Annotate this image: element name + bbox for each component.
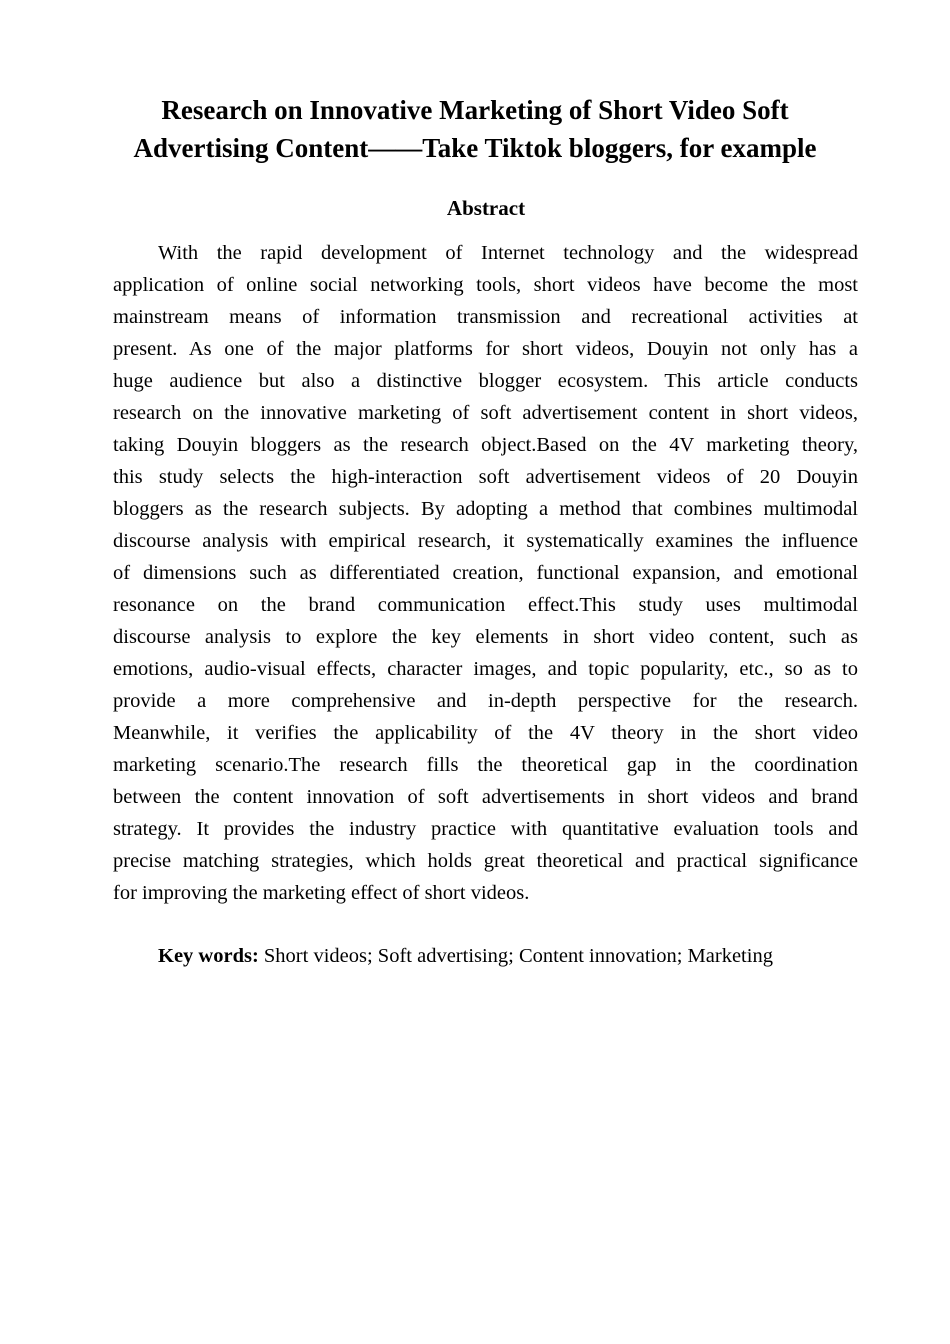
keywords-value: Short videos; Soft advertising; Content innovation; Marketing — [258, 945, 773, 967]
abstract-body — [113, 237, 858, 909]
abstract-line: discourse analysis with empirical research, it systematically examines the influence — [113, 530, 858, 552]
abstract-line: application of online social networking tools, short videos have become the most — [113, 274, 858, 296]
abstract-line: With the rapid development of Internet technology and the widespread — [158, 242, 858, 264]
abstract-line: research on the innovative marketing of soft advertisement content in short videos, — [113, 402, 858, 424]
abstract-line: discourse analysis to explore the key elements in short video content, such as — [113, 626, 858, 648]
abstract-heading: Abstract — [446, 196, 526, 220]
abstract-line: taking Douyin bloggers as the research object.Based on the 4V marketing theory, — [113, 434, 858, 456]
abstract-line: huge audience but also a distinctive blogger ecosystem. This article conducts — [113, 370, 858, 392]
abstract-line: Meanwhile, it verifies the applicability of the 4V theory in the short video — [113, 722, 858, 744]
abstract-line: bloggers as the research subjects. By adopting a method that combines multimodal — [113, 498, 858, 520]
abstract-line: between the content innovation of soft advertisements in short videos and brand — [113, 786, 858, 808]
abstract-line: resonance on the brand communication effect.This study uses multimodal — [113, 594, 858, 616]
abstract-line: precise matching strategies, which holds great theoretical and practical significance — [113, 850, 858, 872]
abstract-line: marketing scenario.The research fills the theoretical gap in the coordination — [113, 754, 858, 776]
keywords — [158, 940, 773, 972]
keywords-label: Key words: — [158, 945, 259, 967]
abstract-line: present. As one of the major platforms for short videos, Douyin not only has a — [113, 338, 858, 360]
abstract-line: for improving the marketing effect of short videos. — [113, 882, 530, 904]
abstract-line: provide a more comprehensive and in-depth perspective for the research. — [113, 690, 858, 712]
abstract-line: this study selects the high-interaction soft advertisement videos of 20 Douyin — [113, 466, 858, 488]
title-line-2: Advertising Content——Take Tiktok bloggers, for example — [133, 133, 817, 163]
abstract-line: strategy. It provides the industry practice with quantitative evaluation tools and — [113, 818, 858, 840]
paper-title — [60, 91, 890, 167]
title-line-1: Research on Innovative Marketing of Short Video Soft — [161, 95, 789, 125]
abstract-line: mainstream means of information transmission and recreational activities at — [113, 306, 858, 328]
abstract-line: of dimensions such as differentiated creation, functional expansion, and emotional — [113, 562, 858, 584]
abstract-line: emotions, audio-visual effects, character images, and topic popularity, etc., so as to — [113, 658, 858, 680]
